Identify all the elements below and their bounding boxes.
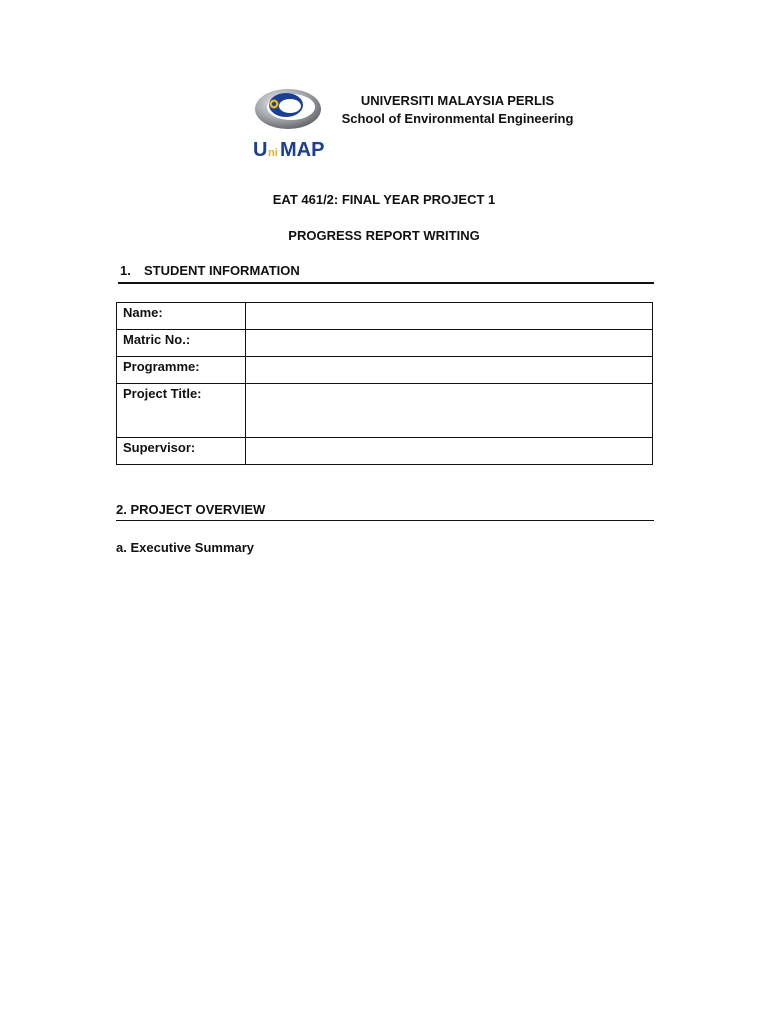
logo-ni-letters: ni [268,147,278,159]
table-row [117,330,653,357]
section-1-heading [120,263,300,278]
row-label-supervisor: Supervisor: [117,438,246,465]
table-row [117,438,653,465]
table-row [117,357,653,384]
row-label-matric-no: Matric No.: [117,330,246,357]
logo-u-letter: U [253,139,268,160]
executive-summary-heading: a. Executive Summary [116,540,255,555]
row-label-programme: Programme: [117,357,246,384]
section-1-number: 1. [120,263,131,278]
school-name: School of Environmental Engineering [341,111,574,126]
section-2-divider [116,520,654,521]
programme-value-cell[interactable] [246,357,653,384]
section-2-heading: 2. PROJECT OVERVIEW [116,502,266,517]
university-header [330,92,585,128]
table-row [117,384,653,438]
unimap-logo-graphic [252,84,328,160]
matric-no-value-cell[interactable] [246,330,653,357]
university-name: UNIVERSITI MALAYSIA PERLIS [360,93,555,108]
project-title-value-cell[interactable] [246,384,653,438]
section-1-divider [118,282,654,284]
name-value-cell[interactable] [246,303,653,330]
report-title: PROGRESS REPORT WRITING [288,228,480,243]
student-information-table [116,302,653,465]
row-label-name: Name: [117,303,246,330]
section-1-title: STUDENT INFORMATION [144,263,300,278]
unimap-logo [252,84,328,160]
logo-map-letters: MAP [280,139,325,160]
table-row [117,303,653,330]
row-label-project-title: Project Title: [117,384,246,438]
supervisor-value-cell[interactable] [246,438,653,465]
course-title: EAT 461/2: FINAL YEAR PROJECT 1 [272,192,496,207]
